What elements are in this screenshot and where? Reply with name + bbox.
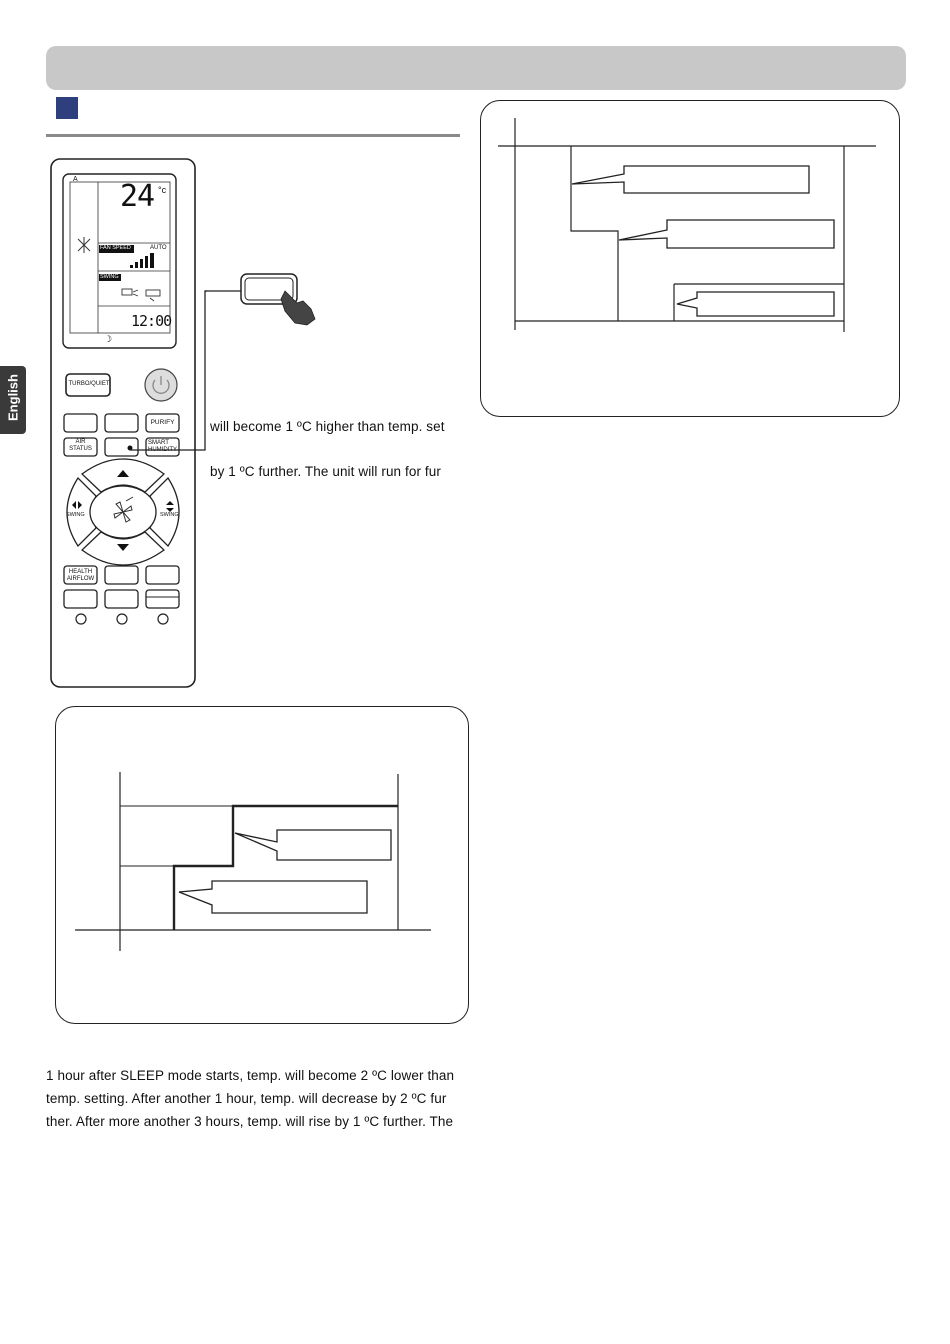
display-fan-speed-label: FAN SPEED (100, 245, 131, 251)
section-marker-square (56, 97, 78, 119)
remote-button-blank-3[interactable] (146, 566, 179, 584)
display-clock: 12:00 (131, 312, 172, 330)
light-button[interactable] (105, 566, 138, 584)
cool-callout-1 (235, 830, 391, 860)
purify-label: PURIFY (150, 419, 175, 426)
air-status-label-1: AIR (75, 439, 86, 445)
heat-callout-3 (677, 292, 834, 316)
indicator-dot-1 (76, 614, 86, 624)
health-airflow-label-2: AIRFLOW (66, 576, 95, 582)
turbo-quiet-label: TURBO/QUIET (68, 381, 110, 387)
pressing-finger-icon (281, 291, 315, 325)
remote-button-blank-1[interactable] (64, 414, 97, 432)
heat-callout-1 (572, 166, 809, 193)
health-airflow-label (64, 569, 97, 583)
display-temp-unit: °c (158, 185, 167, 195)
cool-curve-chart (55, 706, 469, 1024)
swing-left-label: SWING (66, 512, 85, 518)
sleep-icon: ☽ (104, 334, 113, 344)
smart-humidity-label-2: HUMIDITY (148, 447, 177, 453)
air-status-label (64, 439, 97, 453)
indicator-dot-3 (158, 614, 168, 624)
heat-callout-2 (619, 220, 834, 248)
swing-right-label: SWING (160, 512, 179, 518)
health-airflow-label-1: HEALTH (68, 569, 93, 575)
body-text-line-a: will become 1 ºC higher than temp. set (210, 419, 445, 434)
language-tab-label: English (5, 374, 21, 421)
air-status-label-2: STATUS (69, 446, 92, 452)
language-tab (0, 366, 26, 434)
display-swing-label: SWING (100, 274, 119, 280)
remote-button-blank-5[interactable] (105, 590, 138, 608)
section-divider (46, 134, 460, 137)
body-paragraph-line-3: ther. After more another 3 hours, temp. will rise by 1 ºC further. The (46, 1114, 454, 1129)
heat-curve-chart (480, 100, 900, 418)
body-text-line-b: by 1 ºC further. The unit will run for fur (210, 464, 441, 479)
indicator-dot-2 (117, 614, 127, 624)
section-header-bar (46, 46, 906, 90)
remote-button-blank-4[interactable] (64, 590, 97, 608)
smart-humidity-label-1: SMART (148, 440, 169, 446)
display-fan-auto-label: AUTO (150, 245, 167, 251)
sleep-button-callout (125, 265, 335, 465)
display-temperature: 24 (120, 179, 155, 214)
body-paragraph-line-2: temp. setting. After another 1 hour, temp. will decrease by 2 ºC fur (46, 1091, 447, 1106)
body-paragraph-line-1: 1 hour after SLEEP mode starts, temp. will become 2 ºC lower than (46, 1068, 455, 1083)
cool-callout-2 (179, 881, 367, 913)
display-a-label: A (73, 176, 78, 183)
remote-button-blank-6[interactable] (146, 590, 179, 608)
